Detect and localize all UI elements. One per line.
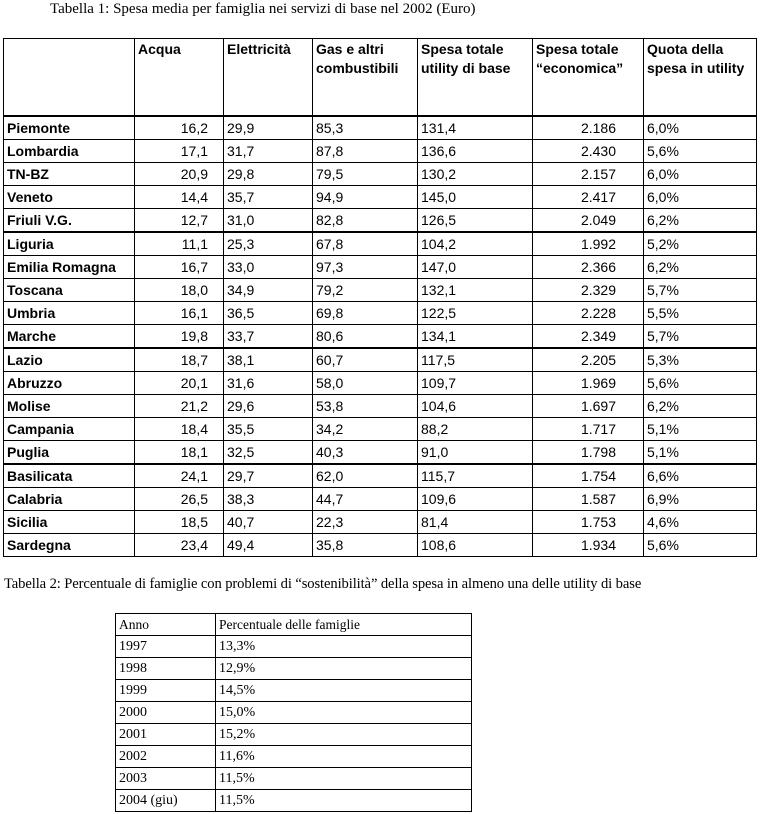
year-cell: 2000 — [116, 702, 216, 724]
table-cell: 115,7 — [418, 464, 533, 488]
region-name: Friuli V.G. — [4, 209, 135, 233]
table-cell: 1.717 — [533, 418, 644, 441]
table-cell: 24,1 — [135, 464, 224, 488]
region-name: Lazio — [4, 348, 135, 372]
table-cell: 108,6 — [418, 534, 533, 557]
table-row — [116, 702, 472, 724]
table-cell: 104,6 — [418, 395, 533, 418]
table-row — [4, 395, 757, 418]
table-row — [4, 418, 757, 441]
region-name: TN-BZ — [4, 163, 135, 186]
table-cell: 12,7 — [135, 209, 224, 233]
table-cell: 2.205 — [533, 348, 644, 372]
table-row — [116, 768, 472, 790]
table-cell: 22,3 — [313, 511, 418, 534]
table-cell: 16,2 — [135, 116, 224, 140]
table-cell: 5,3% — [644, 348, 757, 372]
table-cell: 62,0 — [313, 464, 418, 488]
table-cell: 14,4 — [135, 186, 224, 209]
table-cell: 18,4 — [135, 418, 224, 441]
table-cell: 80,6 — [313, 325, 418, 349]
table-row — [116, 724, 472, 746]
table-cell: 49,4 — [224, 534, 313, 557]
table-cell: 1.992 — [533, 232, 644, 256]
table-cell: 1.798 — [533, 441, 644, 465]
table2-sustainability — [115, 613, 472, 812]
table1-column-header: Spesa totale “economica” — [533, 39, 644, 117]
table-cell: 16,7 — [135, 256, 224, 279]
region-name: Emilia Romagna — [4, 256, 135, 279]
table1-column-header: Quota della spesa in utility — [644, 39, 757, 117]
table-cell: 2.186 — [533, 116, 644, 140]
region-name: Umbria — [4, 302, 135, 325]
percentage-cell: 15,2% — [216, 724, 472, 746]
table-cell: 36,5 — [224, 302, 313, 325]
table-cell: 21,2 — [135, 395, 224, 418]
table-cell: 6,2% — [644, 395, 757, 418]
table-cell: 2.157 — [533, 163, 644, 186]
table-cell: 35,8 — [313, 534, 418, 557]
table-cell: 34,2 — [313, 418, 418, 441]
table-cell: 25,3 — [224, 232, 313, 256]
table-cell: 1.697 — [533, 395, 644, 418]
region-name: Liguria — [4, 232, 135, 256]
percentage-cell: 11,5% — [216, 768, 472, 790]
table-cell: 6,0% — [644, 163, 757, 186]
percentage-cell: 11,5% — [216, 790, 472, 812]
table-cell: 29,9 — [224, 116, 313, 140]
table-cell: 81,4 — [418, 511, 533, 534]
table-cell: 69,8 — [313, 302, 418, 325]
region-name: Puglia — [4, 441, 135, 465]
table-row — [4, 279, 757, 302]
table-cell: 31,6 — [224, 372, 313, 395]
region-name: Piemonte — [4, 116, 135, 140]
table-cell: 29,8 — [224, 163, 313, 186]
table-cell: 1.934 — [533, 534, 644, 557]
table-row — [4, 186, 757, 209]
table-cell: 31,0 — [224, 209, 313, 233]
table-row — [4, 534, 757, 557]
table-cell: 6,6% — [644, 464, 757, 488]
table-cell: 35,7 — [224, 186, 313, 209]
region-name: Campania — [4, 418, 135, 441]
table-cell: 5,6% — [644, 372, 757, 395]
year-cell: 1998 — [116, 658, 216, 680]
table2-column-header: Anno — [116, 614, 216, 636]
table-cell: 67,8 — [313, 232, 418, 256]
year-cell: 2001 — [116, 724, 216, 746]
table-row — [116, 658, 472, 680]
table-cell: 18,0 — [135, 279, 224, 302]
table2-column-header: Percentuale delle famiglie — [216, 614, 472, 636]
table-cell: 5,6% — [644, 534, 757, 557]
table-cell: 91,0 — [418, 441, 533, 465]
table-cell: 5,5% — [644, 302, 757, 325]
table-cell: 1.753 — [533, 511, 644, 534]
table-row — [116, 746, 472, 768]
table-cell: 134,1 — [418, 325, 533, 349]
table1-column-header: Acqua — [135, 39, 224, 117]
table-cell: 5,7% — [644, 279, 757, 302]
table-cell: 5,6% — [644, 140, 757, 163]
percentage-cell: 12,9% — [216, 658, 472, 680]
table-cell: 109,6 — [418, 488, 533, 511]
table-cell: 58,0 — [313, 372, 418, 395]
table1-regional-spending — [3, 38, 757, 557]
table-cell: 130,2 — [418, 163, 533, 186]
region-name: Lombardia — [4, 140, 135, 163]
table-cell: 117,5 — [418, 348, 533, 372]
table-cell: 104,2 — [418, 232, 533, 256]
table-row — [4, 441, 757, 465]
table-cell: 1.969 — [533, 372, 644, 395]
percentage-cell: 15,0% — [216, 702, 472, 724]
table-cell: 79,5 — [313, 163, 418, 186]
table2-caption: Tabella 2: Percentuale di famiglie con problemi di “sostenibilità” della spesa in almeno una delle utility di base — [4, 576, 642, 592]
table-cell: 145,0 — [418, 186, 533, 209]
table-cell: 40,7 — [224, 511, 313, 534]
percentage-cell: 14,5% — [216, 680, 472, 702]
table-cell: 11,1 — [135, 232, 224, 256]
table-row — [4, 163, 757, 186]
table-cell: 6,2% — [644, 209, 757, 233]
region-name: Sicilia — [4, 511, 135, 534]
table-row — [4, 256, 757, 279]
table-cell: 38,1 — [224, 348, 313, 372]
percentage-cell: 11,6% — [216, 746, 472, 768]
table1-column-header: Spesa totale utility di base — [418, 39, 533, 117]
table-cell: 5,1% — [644, 418, 757, 441]
table-cell: 5,7% — [644, 325, 757, 349]
table-cell: 2.417 — [533, 186, 644, 209]
table-cell: 2.049 — [533, 209, 644, 233]
table-cell: 60,7 — [313, 348, 418, 372]
table-row — [4, 116, 757, 140]
table-row — [4, 209, 757, 233]
table-cell: 2.329 — [533, 279, 644, 302]
table-cell: 33,7 — [224, 325, 313, 349]
table-cell: 33,0 — [224, 256, 313, 279]
table-cell: 26,5 — [135, 488, 224, 511]
table-cell: 35,5 — [224, 418, 313, 441]
table-cell: 6,0% — [644, 116, 757, 140]
table-cell: 19,8 — [135, 325, 224, 349]
table-cell: 97,3 — [313, 256, 418, 279]
table-row — [4, 325, 757, 349]
year-cell: 2002 — [116, 746, 216, 768]
table-cell: 6,9% — [644, 488, 757, 511]
table-row — [4, 232, 757, 256]
table-cell: 2.366 — [533, 256, 644, 279]
table-row — [116, 790, 472, 812]
table2-header-row — [116, 614, 472, 636]
table-cell: 40,3 — [313, 441, 418, 465]
table-cell: 126,5 — [418, 209, 533, 233]
table-row — [4, 348, 757, 372]
table-cell: 18,7 — [135, 348, 224, 372]
table1-column-header: Gas e altri combustibili — [313, 39, 418, 117]
table-cell: 16,1 — [135, 302, 224, 325]
table1-header-row — [4, 39, 757, 117]
table-cell: 2.228 — [533, 302, 644, 325]
table-row — [4, 372, 757, 395]
table-cell: 6,0% — [644, 186, 757, 209]
table-cell: 88,2 — [418, 418, 533, 441]
table-cell: 122,5 — [418, 302, 533, 325]
table-cell: 82,8 — [313, 209, 418, 233]
region-name: Abruzzo — [4, 372, 135, 395]
table-cell: 53,8 — [313, 395, 418, 418]
percentage-cell: 13,3% — [216, 636, 472, 658]
table-cell: 132,1 — [418, 279, 533, 302]
region-name: Basilicata — [4, 464, 135, 488]
table-row — [4, 464, 757, 488]
table-cell: 18,1 — [135, 441, 224, 465]
year-cell: 1999 — [116, 680, 216, 702]
table-row — [4, 488, 757, 511]
table-cell: 18,5 — [135, 511, 224, 534]
year-cell: 2004 (giu) — [116, 790, 216, 812]
table-cell: 6,2% — [644, 256, 757, 279]
table-cell: 34,9 — [224, 279, 313, 302]
table-cell: 85,3 — [313, 116, 418, 140]
region-name: Sardegna — [4, 534, 135, 557]
table-row — [116, 636, 472, 658]
year-cell: 2003 — [116, 768, 216, 790]
region-name: Toscana — [4, 279, 135, 302]
table-cell: 31,7 — [224, 140, 313, 163]
table-cell: 20,1 — [135, 372, 224, 395]
table-cell: 29,6 — [224, 395, 313, 418]
table-row — [116, 680, 472, 702]
table-cell: 131,4 — [418, 116, 533, 140]
table-cell: 20,9 — [135, 163, 224, 186]
table1-header-corner — [4, 39, 135, 117]
table-cell: 87,8 — [313, 140, 418, 163]
region-name: Molise — [4, 395, 135, 418]
table-cell: 2.349 — [533, 325, 644, 349]
region-name: Calabria — [4, 488, 135, 511]
table-cell: 79,2 — [313, 279, 418, 302]
table-cell: 17,1 — [135, 140, 224, 163]
table-cell: 1.587 — [533, 488, 644, 511]
table-cell: 1.754 — [533, 464, 644, 488]
table-cell: 2.430 — [533, 140, 644, 163]
year-cell: 1997 — [116, 636, 216, 658]
table-cell: 44,7 — [313, 488, 418, 511]
table-cell: 94,9 — [313, 186, 418, 209]
table-cell: 5,1% — [644, 441, 757, 465]
table-cell: 29,7 — [224, 464, 313, 488]
table-cell: 23,4 — [135, 534, 224, 557]
table-cell: 136,6 — [418, 140, 533, 163]
table-row — [4, 302, 757, 325]
table-cell: 38,3 — [224, 488, 313, 511]
table1-column-header: Elettricità — [224, 39, 313, 117]
table-cell: 147,0 — [418, 256, 533, 279]
table-cell: 109,7 — [418, 372, 533, 395]
table-cell: 32,5 — [224, 441, 313, 465]
table-cell: 5,2% — [644, 232, 757, 256]
table1-caption: Tabella 1: Spesa media per famiglia nei servizi di base nel 2002 (Euro) — [50, 1, 476, 17]
region-name: Veneto — [4, 186, 135, 209]
table-row — [4, 140, 757, 163]
region-name: Marche — [4, 325, 135, 349]
table-row — [4, 511, 757, 534]
table-cell: 4,6% — [644, 511, 757, 534]
